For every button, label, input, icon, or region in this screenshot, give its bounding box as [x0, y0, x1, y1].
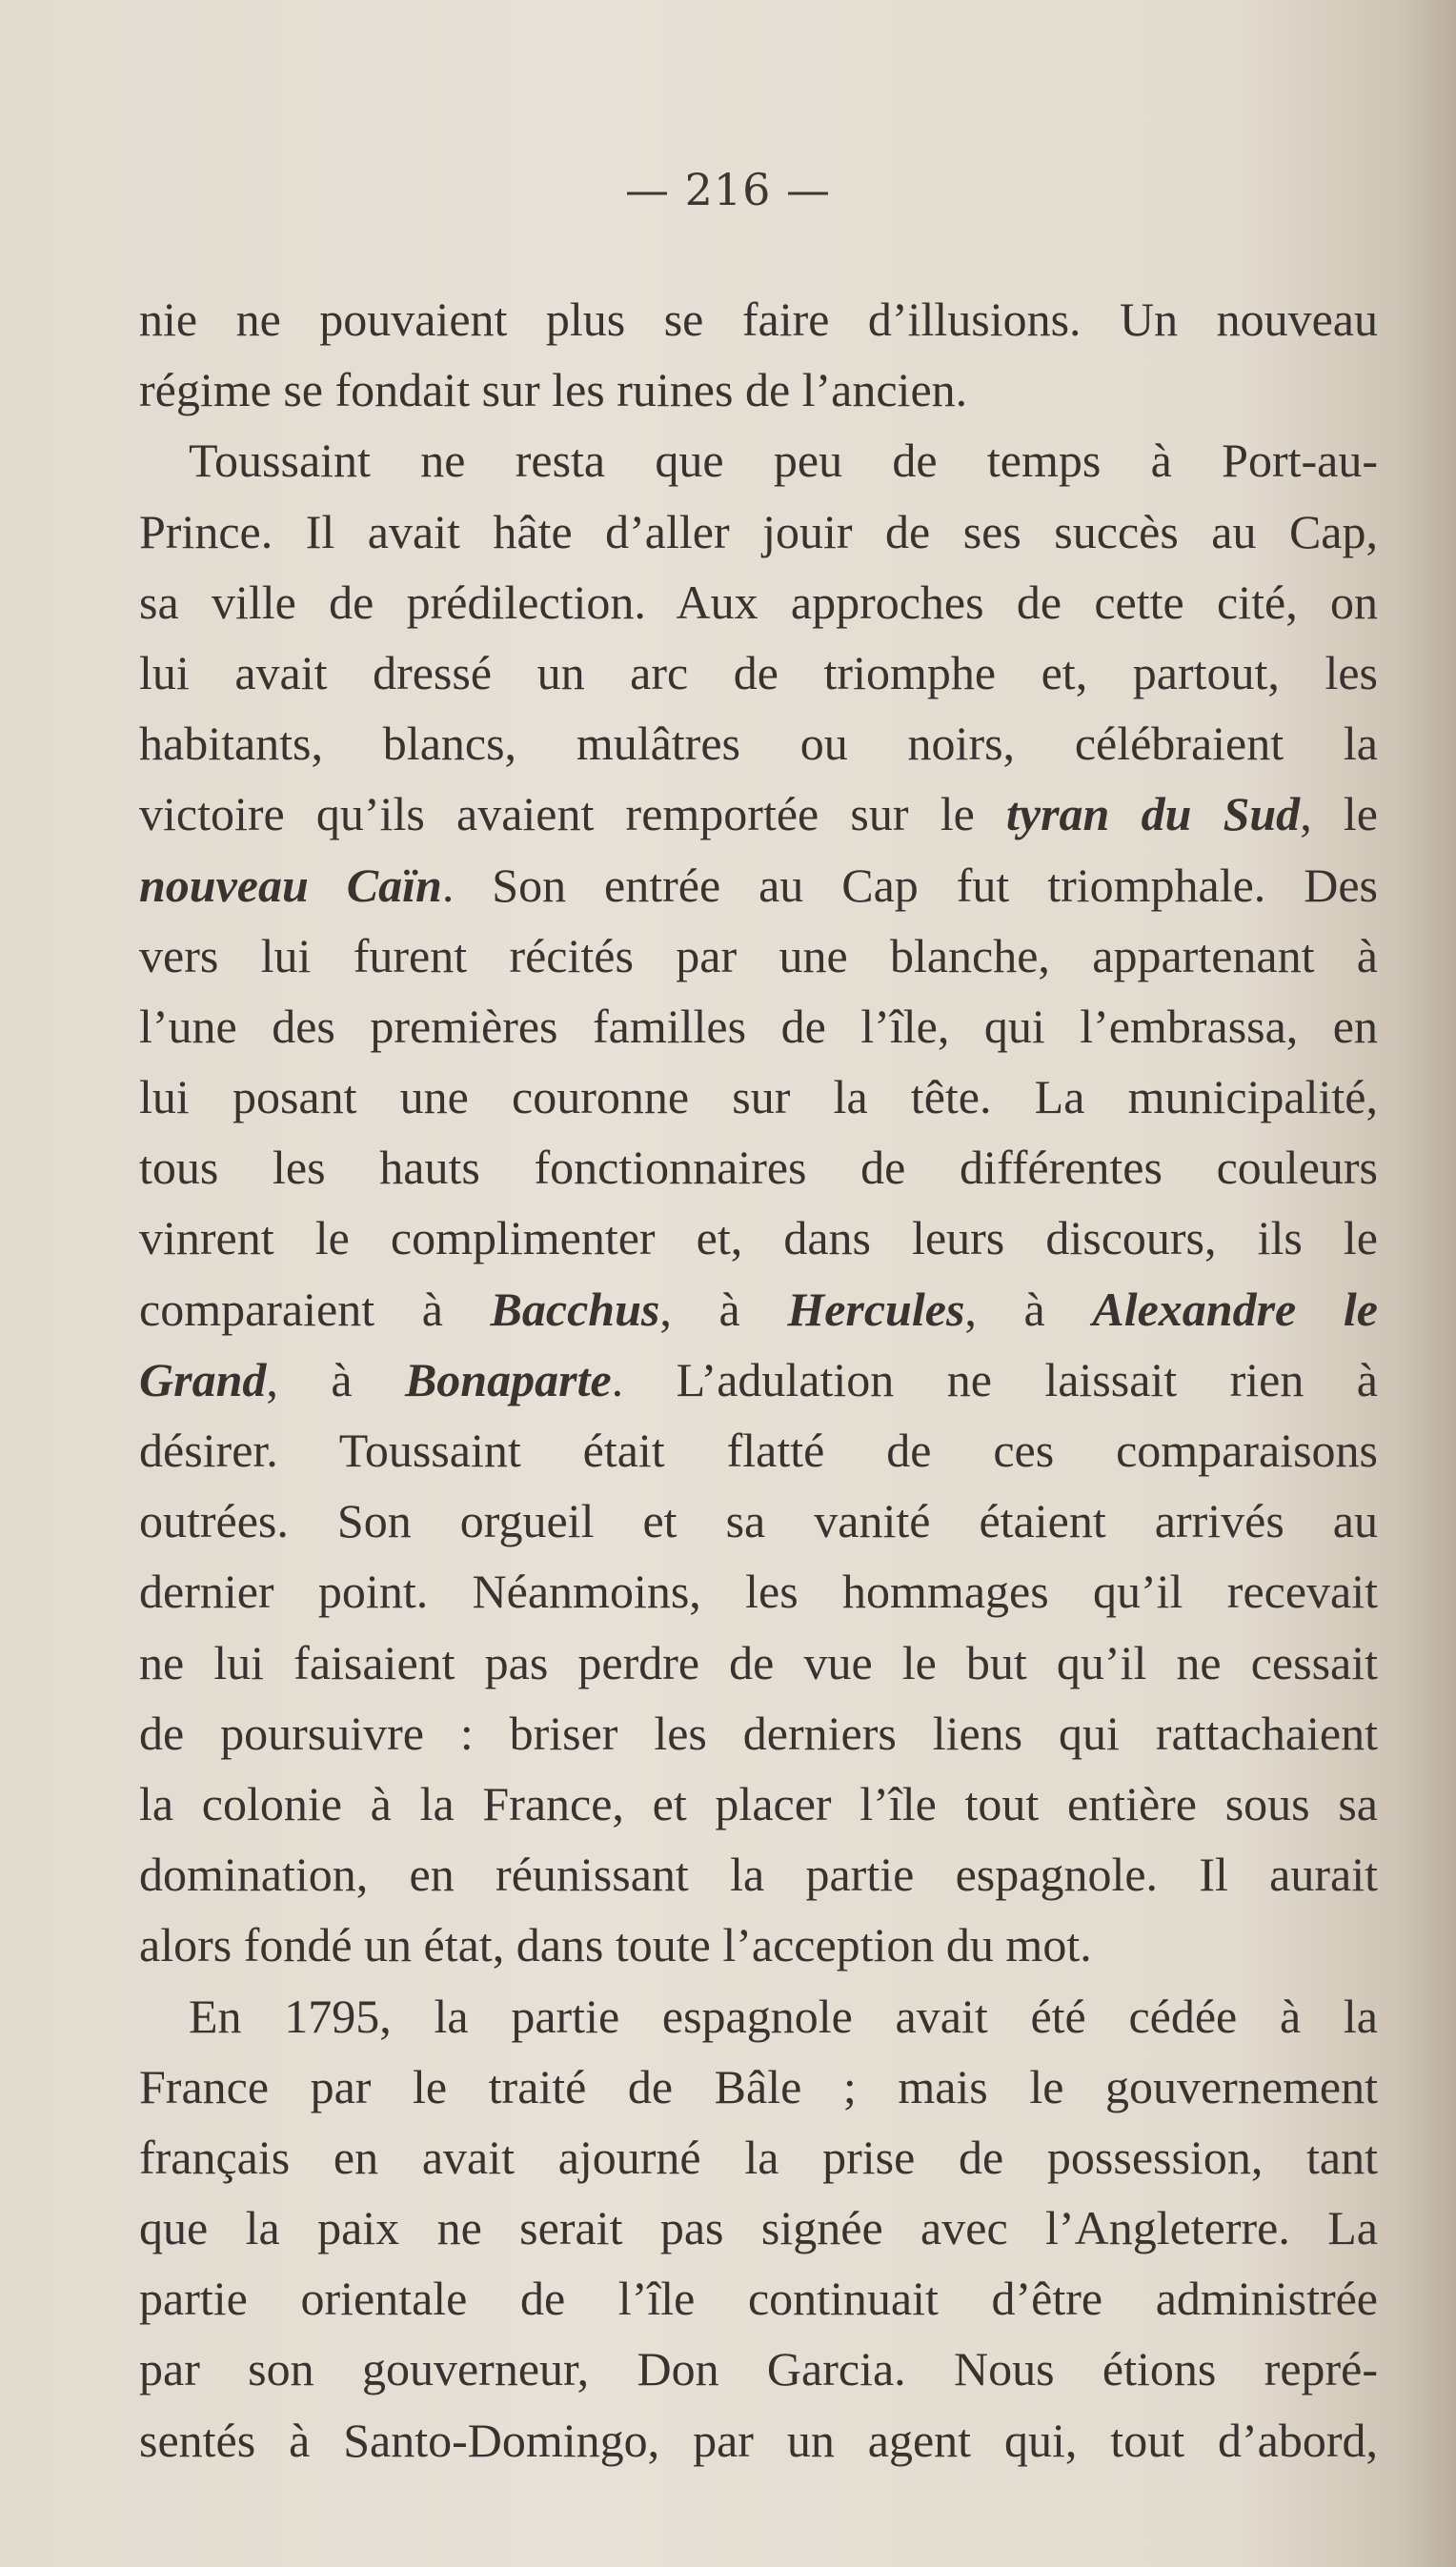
text-line [139, 354, 1378, 425]
text-run: alors fondé un état, dans toute l’acception du mot. [139, 1918, 1092, 1972]
italic-text: Bacchus [490, 1282, 660, 1336]
text-run: français en avait ajourné la prise de possession, tant [139, 2130, 1378, 2184]
text-run: la colonie à la France, et placer l’île tout entière sous sa [139, 1776, 1378, 1830]
text-run: tous les hauts fonctionnaires de différentes couleurs [139, 1141, 1378, 1195]
text-run: . L’adulation ne laissait rien à [611, 1352, 1378, 1406]
text-line [139, 850, 1378, 920]
text-run: France par le traité de Bâle ; mais le gouvernement [139, 2059, 1378, 2113]
text-run: outrées. Son orgueil et sa vanité étaient arrivés au [139, 1494, 1378, 1548]
text-run: dernier point. Néanmoins, les hommages qu’il recevait [139, 1565, 1378, 1619]
text-run: par son gouverneur, Don Garcia. Nous étions repré- [139, 2342, 1378, 2396]
text-line [139, 2122, 1378, 2193]
page-number: — 216 — [624, 164, 832, 215]
text-run: de poursuivre : briser les derniers liens qui rattachaient [139, 1706, 1378, 1760]
text-line [139, 1556, 1378, 1627]
italic-text: Bonaparte [404, 1352, 612, 1406]
text-run: l’une des premières familles de l’île, qui l’embrassa, en [139, 999, 1378, 1053]
text-line [139, 1698, 1378, 1769]
text-run: domination, en réunissant la partie espagnole. Il aurait [139, 1848, 1378, 1902]
text-run: , à [659, 1282, 788, 1336]
italic-text: Hercules [787, 1282, 965, 1336]
text-run: vinrent le complimenter et, dans leurs discours, ils le [139, 1211, 1378, 1265]
italic-text: nouveau Caïn [139, 858, 442, 912]
text-line [139, 1274, 1378, 1344]
text-run: lui posant une couronne sur la tête. La municipalité, [139, 1070, 1378, 1124]
text-line [139, 1486, 1378, 1556]
text-line [139, 425, 1378, 495]
text-line [139, 1415, 1378, 1486]
text-line [139, 2405, 1378, 2476]
text-run: lui avait dressé un arc de triomphe et, partout, les [139, 645, 1378, 699]
text-line [139, 1203, 1378, 1273]
text-run: que la paix ne serait pas signée avec l’Angleterre. La [139, 2201, 1378, 2255]
text-line [139, 2263, 1378, 2334]
body-text [139, 284, 1378, 2476]
text-line [139, 2334, 1378, 2404]
text-run: ne lui faisaient pas perdre de vue le but qu’il ne cessait [139, 1635, 1378, 1689]
text-run: comparaient à [139, 1282, 491, 1336]
text-run: désirer. Toussaint était flatté de ces comparaisons [139, 1424, 1378, 1477]
text-line [139, 1132, 1378, 1203]
text-run: , à [266, 1352, 405, 1406]
text-line [139, 1769, 1378, 1839]
text-run: nie ne pouvaient plus se faire d’illusions. Un nouveau [139, 293, 1378, 346]
text-line [139, 2052, 1378, 2122]
text-line [139, 1910, 1378, 1980]
text-run: régime se fondait sur les ruines de l’ancien. [139, 363, 968, 417]
text-run: habitants, blancs, mulâtres ou noirs, célébraient la [139, 717, 1378, 771]
text-line [139, 920, 1378, 991]
text-line [139, 284, 1378, 354]
text-run: Toussaint ne resta que peu de temps à Port-au- [189, 434, 1378, 488]
text-line [139, 496, 1378, 567]
text-run: vers lui furent récités par une blanche, appartenant à [139, 928, 1378, 982]
text-line [139, 1627, 1378, 1698]
italic-text: tyran du Sud [1006, 787, 1301, 841]
text-run: partie orientale de l’île continuait d’être administrée [139, 2272, 1378, 2326]
italic-text: Alexandre le [1092, 1282, 1378, 1336]
text-line [139, 1061, 1378, 1132]
text-run: , à [964, 1282, 1093, 1336]
text-line [139, 1981, 1378, 2052]
text-line [139, 637, 1378, 708]
text-run: . Son entrée au Cap fut triomphale. Des [441, 858, 1378, 912]
text-run: victoire qu’ils avaient remportée sur le [139, 787, 1007, 841]
text-run: sentés à Santo-Domingo, par un agent qui, tout d’abord, [139, 2413, 1378, 2467]
text-line [139, 778, 1378, 849]
text-line [139, 1344, 1378, 1415]
text-run: En 1795, la partie espagnole avait été cédée à la [189, 1989, 1378, 2043]
text-line [139, 567, 1378, 637]
text-line [139, 991, 1378, 1061]
text-run: , le [1300, 787, 1378, 841]
text-line [139, 2193, 1378, 2263]
text-line [139, 1839, 1378, 1910]
text-run: sa ville de prédilection. Aux approches de cette cité, on [139, 575, 1378, 629]
text-line [139, 708, 1378, 778]
text-run: Prince. Il avait hâte d’aller jouir de ses succès au Cap, [139, 504, 1378, 558]
italic-text: Grand [139, 1352, 267, 1406]
